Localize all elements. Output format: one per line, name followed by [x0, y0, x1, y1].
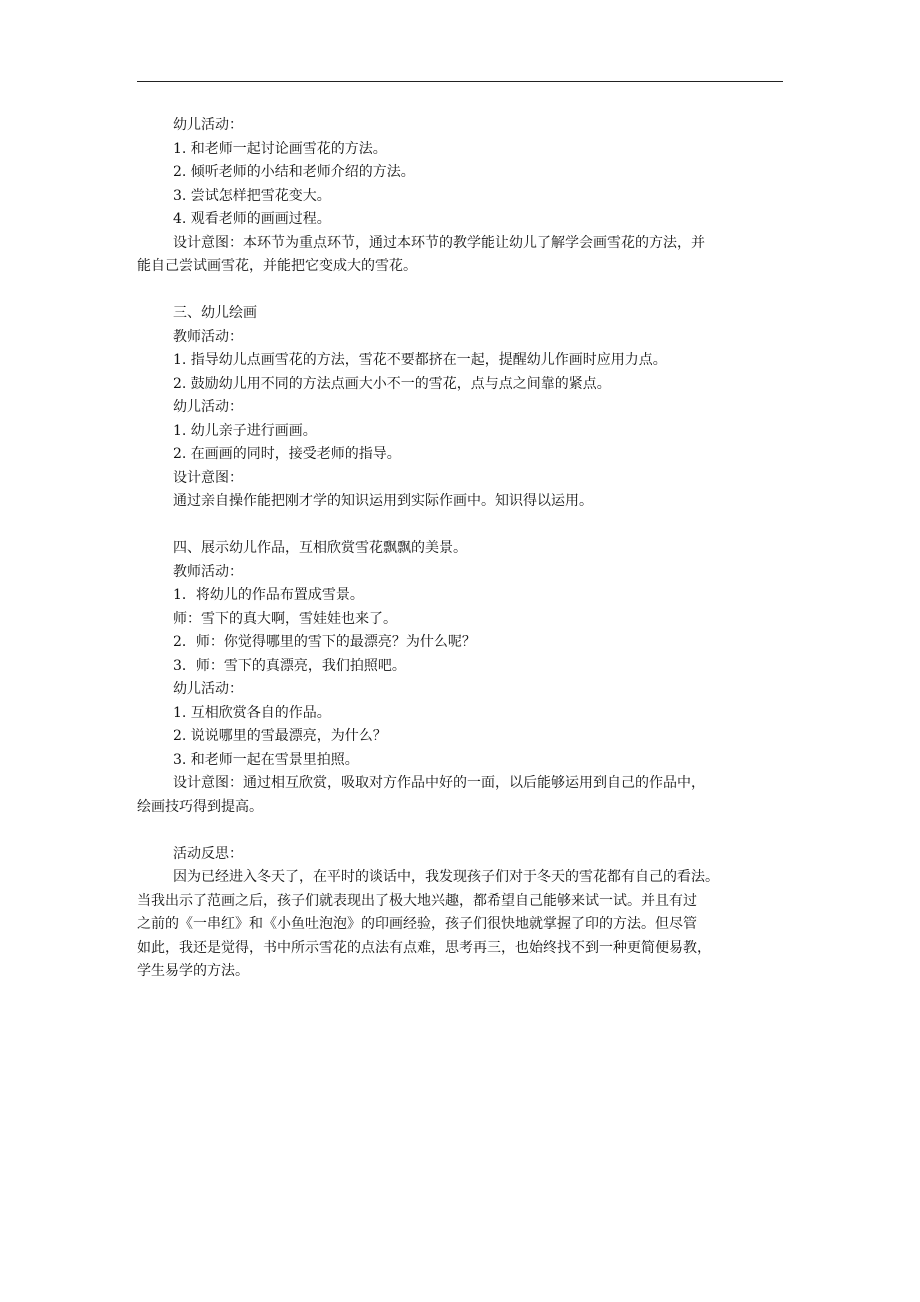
- child-activity-label: 幼儿活动：: [173, 681, 243, 697]
- list-item: 3. 和老师一起在雪景里拍照。: [173, 751, 359, 768]
- design-intent-text: 绘画技巧得到提高。: [137, 798, 263, 815]
- child-activity-label: 幼儿活动：: [173, 399, 243, 415]
- list-item: 2. 倾听老师的小结和老师介绍的方法。: [173, 164, 415, 180]
- list-item: 2. 说说哪里的雪最漂亮，为什么？: [173, 728, 387, 744]
- design-intent-text: 设计意图：通过相互欣赏，吸取对方作品中好的一面，以后能够运用到自己的作品中，: [173, 775, 705, 791]
- child-activity-label: 幼儿活动：: [173, 117, 243, 133]
- design-intent-text: 设计意图：本环节为重点环节，通过本环节的教学能让幼儿了解学会画雪花的方法，并: [173, 234, 705, 251]
- paragraph-gap: [137, 819, 783, 843]
- design-intent-text: 通过亲自操作能把刚才学的知识运用到实际作画中。知识得以运用。: [173, 493, 593, 509]
- list-item: 3. 尝试怎样把雪花变大。: [173, 187, 331, 204]
- design-intent-label: 设计意图：: [173, 469, 243, 486]
- reflection-text: 当我出示了范画之后，孩子们就表现出了极大地兴趣，都希望自己能够来试一试。并且有过: [137, 892, 697, 909]
- list-item: 2. 在画画的同时，接受老师的指导。: [173, 446, 401, 462]
- header-rule: [137, 81, 783, 82]
- list-item: 师：雪下的真大啊，雪娃娃也来了。: [173, 610, 397, 627]
- list-item: 3．师：雪下的真漂亮，我们拍照吧。: [173, 657, 406, 674]
- list-item: 1．将幼儿的作品布置成雪景。: [173, 587, 364, 603]
- reflection-label: 活动反思：: [173, 845, 243, 862]
- paragraph-gap: [137, 514, 783, 538]
- list-item: 4. 观看老师的画画过程。: [173, 211, 331, 227]
- teacher-activity-label: 教师活动：: [173, 328, 243, 345]
- design-intent-text: 能自己尝试画雪花，并能把它变成大的雪花。: [137, 258, 417, 274]
- paragraph-gap: [137, 279, 783, 303]
- list-item: 2. 鼓励幼儿用不同的方法点画大小不一的雪花，点与点之间靠的紧点。: [173, 375, 611, 392]
- list-item: 2．师：你觉得哪里的雪下的最漂亮？为什么呢？: [173, 634, 476, 650]
- reflection-text: 如此，我还是觉得，书中所示雪花的点法有点难，思考再三，也始终找不到一种更简便易教，: [137, 939, 711, 956]
- list-item: 1. 和老师一起讨论画雪花的方法。: [173, 140, 387, 157]
- section-heading: 三、幼儿绘画: [173, 305, 257, 321]
- list-item: 1. 互相欣赏各自的作品。: [173, 704, 331, 721]
- document-body: [137, 114, 783, 984]
- reflection-text: 学生易学的方法。: [137, 963, 249, 979]
- teacher-activity-label: 教师活动：: [173, 563, 243, 580]
- reflection-text: 之前的《一串红》和《小鱼吐泡泡》的印画经验，孩子们很快地就掌握了印的方法。但尽管: [137, 916, 697, 932]
- reflection-text: 因为已经进入冬天了，在平时的谈话中，我发现孩子们对于冬天的雪花都有自己的看法。: [173, 869, 719, 885]
- list-item: 1. 幼儿亲子进行画画。: [173, 422, 317, 439]
- list-item: 1. 指导幼儿点画雪花的方法，雪花不要都挤在一起，提醒幼儿作画时应用力点。: [173, 352, 667, 368]
- section-heading: 四、展示幼儿作品，互相欣赏雪花飘飘的美景。: [173, 540, 467, 556]
